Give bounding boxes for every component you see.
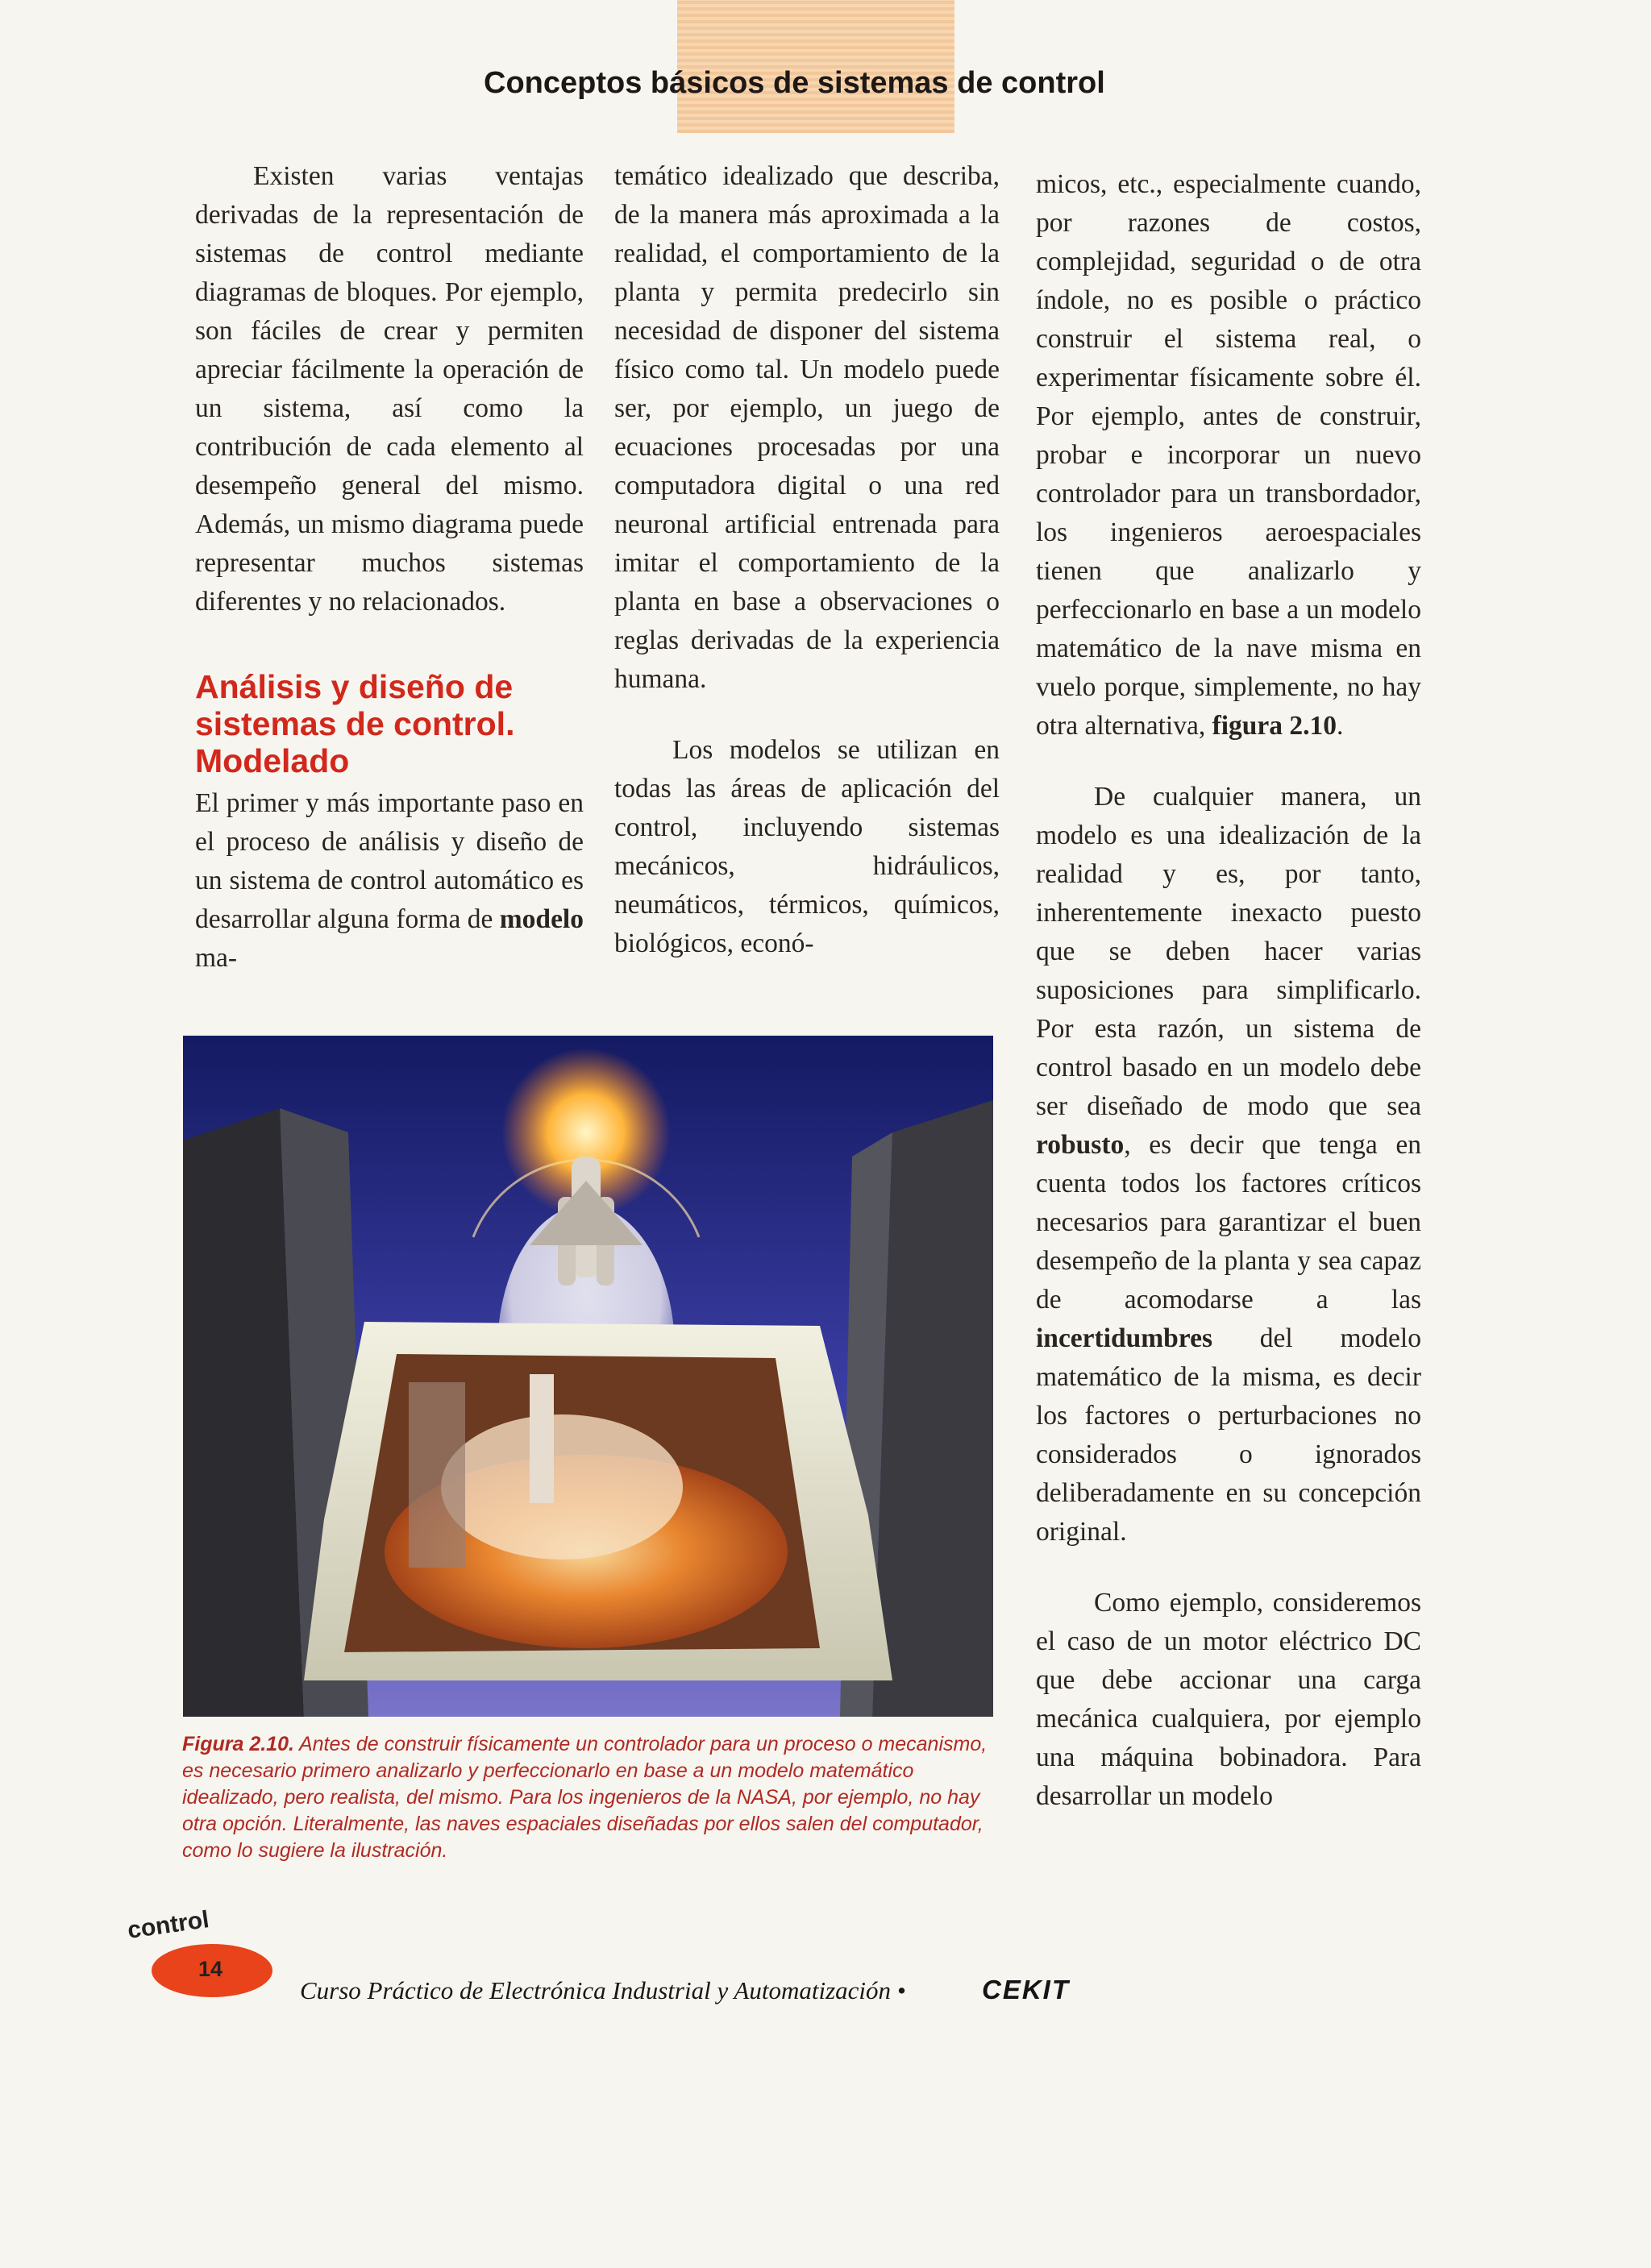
bold-term: modelo [499,904,584,934]
heading-line: sistemas de control. [195,705,515,742]
figure-caption [182,1731,996,1864]
paragraph: micos, etc., especialmente cuando, por razones de costos, complejidad, seguridad o de otra índole, no es posible o práctico construir el sistema real, o experimentar físicamente sobre él. Por ejemplo, antes de construir, probar e incorporar un nuevo controlador para un transbordador, los ingenieros aeroespaciales tienen que analizarlo y perfeccionarlo en base a un modelo matemático de la nave misma en vuelo porque, simplemente, no hay otra alternativa, figura 2.10. [1036,169,1421,741]
paragraph: Como ejemplo, consideremos el caso de un motor eléctrico DC que debe accionar una carga mecánica cualquiera, por ejemplo una máquina bobinadora. Para desarrollar un modelo [1036,1588,1421,1811]
heading-line: Modelado [195,742,350,779]
paragraph: Los modelos se utilizan en todas las áreas de aplicación del control, incluyendo sistemas mecánicos, hidráulicos, neumáticos, térmicos, químicos, biológicos, econó- [614,735,1000,958]
caption-text: Antes de construir físicamente un controlador para un proceso o mecanismo, es necesario primero analizarlo y perfeccionarlo en base a un modelo matemático idealizado, pero realista, del mismo. Para los ingenieros de la NASA, por ejemplo, no hay otra opción. Literalmente, las naves espaciales diseñadas por ellos salen del computador, como lo sugiere la ilustración. [182,1733,988,1862]
page-title: Conceptos básicos de sistemas de control [484,66,1105,100]
figure-2-10-illustration [183,1036,993,1717]
bold-term: robusto [1036,1130,1125,1160]
column-2 [614,157,1000,963]
heading-line: Análisis y diseño de [195,668,514,705]
section-logo-text: control [126,1906,211,1944]
brand-logo: CEKIT [982,1975,1070,2004]
shuttle-launch-monitor-image [183,1036,993,1717]
bold-term: incertidumbres [1036,1323,1212,1353]
paragraph: De cualquier manera, un modelo es una idealización de la realidad y es, por tanto, inherentemente inexacto puesto que se deben hacer varias suposiciones para simplificarlo. Por esta razón, un sistema de control basado en un modelo debe ser diseñado de modo que sea robusto, es decir que tenga en cuenta todos los factores críticos necesarios para garantizar el buen desempeño de la planta y sea capaz de acomodarse a las incertidumbres del modelo matemático de la misma, es decir los factores o perturbaciones no considerados o ignorados deliberadamente en su concepción original. [1036,782,1421,1547]
figure-reference: figura 2.10 [1212,711,1337,741]
column-1 [195,157,584,978]
paragraph: Existen varias ventajas derivadas de la representación de sistemas de control mediante diagramas de bloques. Por ejemplo, son fáciles de crear y permiten apreciar fácilmente la operación de un sistema, así como la contribución de cada elemento al desempeño general del mismo. Además, un mismo diagrama puede representar muchos sistemas diferentes y no relacionados. [195,161,584,617]
paragraph: temático idealizado que describa, de la manera más aproximada a la realidad, el comportamiento de la planta y permita predecirlo sin necesidad de disponer del sistema físico como tal. Un modelo puede ser, por ejemplo, un juego de ecuaciones procesadas por una computadora digital o una red neuronal artificial entrenada para imitar el comportamiento de la planta en base a observaciones o reglas derivadas de la experiencia humana. [614,161,1000,694]
caption-label: Figura 2.10. [182,1733,294,1755]
section-heading [195,668,584,779]
column-3 [1036,165,1421,1816]
page-number: 14 [198,1957,223,1981]
paragraph: El primer y más importante paso en el proceso de análisis y diseño de un sistema de control automático es desarrollar alguna forma de modelo ma- [195,788,584,973]
footer-course-title: Curso Práctico de Electrónica Industrial y Automatización • [300,1976,906,2004]
